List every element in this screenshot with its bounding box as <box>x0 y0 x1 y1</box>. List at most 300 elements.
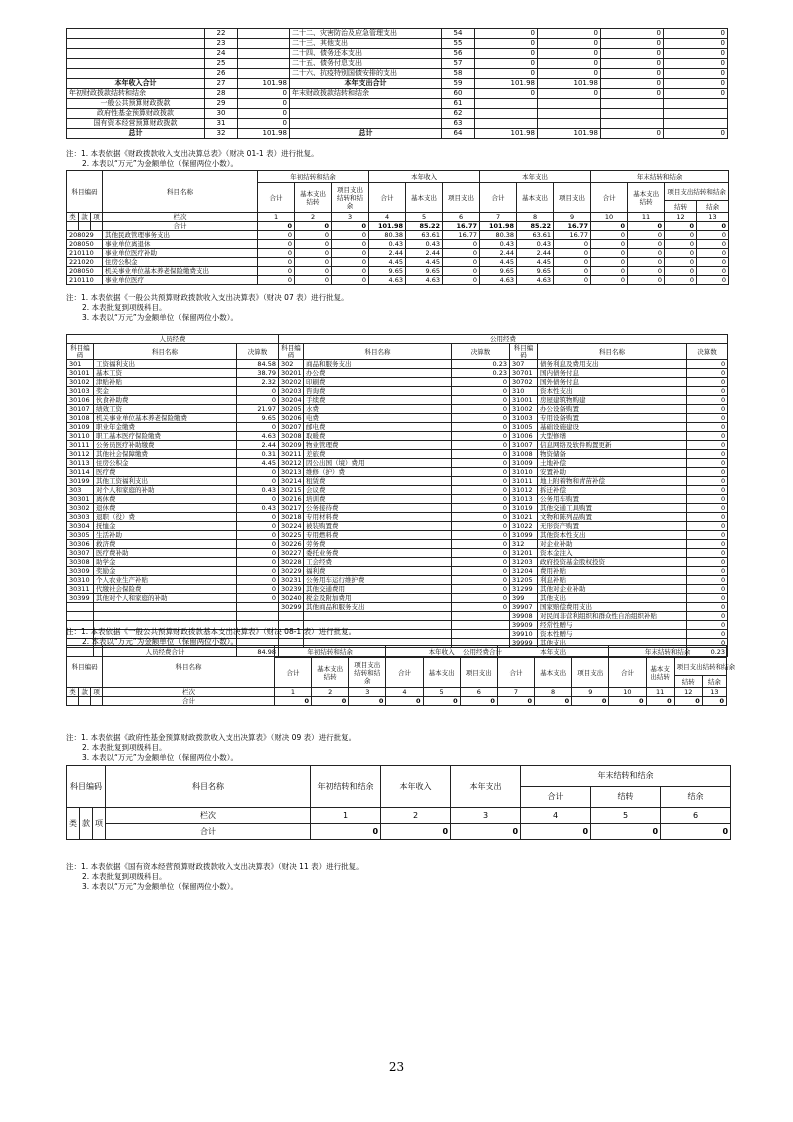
table-cell: 0 <box>628 267 665 276</box>
table-cell <box>67 612 94 621</box>
table-row <box>67 585 728 594</box>
table-cell: 国内债务付息 <box>538 369 687 378</box>
table-cell: 0 <box>538 89 601 99</box>
table-cell: 30113 <box>67 459 94 468</box>
table-cell: 0.43 <box>237 486 279 495</box>
table-cell: 二十六、抗疫特别国债安排的支出 <box>290 69 442 79</box>
col-number: 9 <box>554 213 591 222</box>
col-end-header: 年末结转和结余 <box>521 766 731 787</box>
table-cell: 0 <box>687 576 728 585</box>
table-cell <box>538 109 601 119</box>
table-cell: 总计 <box>67 129 205 139</box>
table-row <box>67 276 729 285</box>
table-cell <box>475 109 538 119</box>
col-amount-header: 决算数 <box>452 344 510 360</box>
table-cell: 0 <box>237 495 279 504</box>
table-cell: 0 <box>687 486 728 495</box>
total-cell: 85.22 <box>406 222 443 231</box>
table-cell: 0 <box>452 594 510 603</box>
table-cell: 30211 <box>279 450 304 459</box>
sub-header: 基本支出结转 <box>312 658 349 688</box>
col-name-header: 科目名称 <box>94 344 237 360</box>
table-cell: 0 <box>295 267 332 276</box>
table-cell: 30299 <box>279 603 304 612</box>
table-cell: 30215 <box>279 486 304 495</box>
table-cell: 0 <box>554 258 591 267</box>
table-cell: 55 <box>442 39 475 49</box>
table-cell <box>94 612 237 621</box>
col-code-header: 科目编码 <box>67 646 103 688</box>
xiang-header: 项 <box>91 213 103 222</box>
sub-header: 合计 <box>609 658 646 688</box>
table-cell: 30214 <box>279 477 304 486</box>
table-cell: 医疗费 <box>94 468 237 477</box>
note-line: 3. 本表以“万元”为金额单位（保留两位小数）。 <box>82 313 239 322</box>
note-line: 注：1. 本表依据《政府性基金预算财政拨款收入支出决算表》（财决 09 表）进行批复。 <box>66 733 357 742</box>
table4-notes <box>66 733 356 763</box>
table-cell: 0.43 <box>517 240 554 249</box>
col-number: 13 <box>697 213 729 222</box>
sub-header-surplus: 结余 <box>661 787 731 808</box>
total-cell: 0 <box>591 824 661 840</box>
table-cell: 0 <box>452 405 510 414</box>
table-row <box>67 558 728 567</box>
table-cell: 0 <box>443 276 480 285</box>
table-cell: 0 <box>628 249 665 258</box>
table-cell: 30228 <box>279 558 304 567</box>
table-cell: 0 <box>452 558 510 567</box>
table-cell: 0 <box>687 387 728 396</box>
table-cell: 24 <box>205 49 238 59</box>
page-number: 23 <box>388 1060 405 1074</box>
table-cell: 租赁费 <box>304 477 452 486</box>
total-cell: 0 <box>661 824 731 840</box>
table-cell: 0 <box>687 459 728 468</box>
public-header: 公用经费 <box>279 335 728 344</box>
table-cell: 80.38 <box>480 231 517 240</box>
table-cell: 代缴社会保险费 <box>94 585 237 594</box>
table-cell: 0 <box>687 630 728 639</box>
table-cell: 30229 <box>279 567 304 576</box>
table-cell: 30304 <box>67 522 94 531</box>
table-row <box>67 540 728 549</box>
total-cell: 0 <box>258 222 295 231</box>
col-number: 12 <box>665 213 697 222</box>
col-number: 2 <box>295 213 332 222</box>
table-cell: 31013 <box>510 495 538 504</box>
table-cell: 31006 <box>510 432 538 441</box>
table-cell: 30114 <box>67 468 94 477</box>
table-cell: 0 <box>452 378 510 387</box>
sub-header: 基本支出 <box>406 183 443 213</box>
table2-notes <box>66 293 349 323</box>
table-cell: 0 <box>664 89 728 99</box>
table-cell: 0 <box>601 69 664 79</box>
table-cell: 0 <box>687 540 728 549</box>
table-cell <box>238 39 290 49</box>
sub-header: 合计 <box>369 183 406 213</box>
lanci-label: 栏次 <box>106 808 311 824</box>
table-income-expense-summary <box>66 28 727 139</box>
col-number: 5 <box>406 213 443 222</box>
sub-header: 合计 <box>386 658 423 688</box>
table-cell: 303 <box>67 486 94 495</box>
table-cell: 38.79 <box>237 369 279 378</box>
table-cell: 0 <box>687 405 728 414</box>
sub-header: 基本支出 <box>517 183 554 213</box>
table-cell: 0 <box>687 531 728 540</box>
table-cell: 221020 <box>67 258 103 267</box>
table-row <box>67 576 728 585</box>
note-line: 3. 本表以“万元”为金额单位（保留两位小数）。 <box>82 753 239 762</box>
col-code-header: 科目编码 <box>67 766 106 808</box>
col-income-header: 本年收入 <box>369 171 480 183</box>
table-cell: 0 <box>687 360 728 369</box>
sub-header: 合计 <box>258 183 295 213</box>
table-cell: 本年支出合计 <box>290 79 442 89</box>
table-cell: 2.32 <box>237 378 279 387</box>
table-cell: 30305 <box>67 531 94 540</box>
table-cell: 9.65 <box>369 267 406 276</box>
table-cell: 资本性支出 <box>538 387 687 396</box>
table-cell: 0 <box>332 231 369 240</box>
table-cell: 30207 <box>279 423 304 432</box>
table-row <box>67 249 729 258</box>
col-number: 13 <box>702 688 726 697</box>
table-cell: 30109 <box>67 423 94 432</box>
table-cell: 0 <box>475 89 538 99</box>
table-cell: 0 <box>601 89 664 99</box>
table-cell: 0 <box>258 267 295 276</box>
table-cell: 0 <box>538 29 601 39</box>
table-row <box>67 231 729 240</box>
table-cell: 土地补偿 <box>538 459 687 468</box>
table-cell: 0 <box>452 531 510 540</box>
table-cell: 310 <box>510 387 538 396</box>
sub-header: 合计 <box>480 183 517 213</box>
col-number: 8 <box>517 213 554 222</box>
table-cell <box>538 119 601 129</box>
table-cell: 0 <box>687 567 728 576</box>
table-cell: 0 <box>665 267 697 276</box>
table-cell: 对个人和家庭的补助 <box>94 486 237 495</box>
sub-header: 结余 <box>697 201 729 213</box>
table-row <box>67 423 728 432</box>
table-cell: 101.98 <box>538 129 601 139</box>
table-row <box>67 504 728 513</box>
table-cell: 30224 <box>279 522 304 531</box>
table-row <box>67 59 728 69</box>
table-cell: 0 <box>601 39 664 49</box>
table-cell: 年初财政拨款结转和结余 <box>67 89 205 99</box>
total-cell: 101.98 <box>369 222 406 231</box>
table-cell: 4.63 <box>406 276 443 285</box>
table-cell: 会议费 <box>304 486 452 495</box>
table-row <box>67 495 728 504</box>
table-cell: 31099 <box>510 531 538 540</box>
table-cell: 0 <box>538 59 601 69</box>
table-cell: 一般公共预算财政拨款 <box>67 99 205 109</box>
sub-header: 项目支出结转和结余 <box>674 658 726 676</box>
table-cell <box>67 69 205 79</box>
xiang-header: 项 <box>93 808 106 840</box>
table-cell: 2.44 <box>517 249 554 258</box>
table-cell: 0 <box>452 540 510 549</box>
table-cell: 资本金注入 <box>538 549 687 558</box>
table-cell: 2.44 <box>480 249 517 258</box>
col-name-header: 科目名称 <box>538 344 687 360</box>
table-cell: 31019 <box>510 504 538 513</box>
table-cell <box>664 99 728 109</box>
table-cell: 31204 <box>510 567 538 576</box>
table-cell: 30231 <box>279 576 304 585</box>
table-cell: 被装购置费 <box>304 522 452 531</box>
table-cell: 30110 <box>67 432 94 441</box>
table-cell: 0 <box>452 504 510 513</box>
table3-notes <box>66 627 356 647</box>
table-cell: 0 <box>665 249 697 258</box>
table-cell: 0 <box>238 89 290 99</box>
note-line: 2. 本表以“万元”为金额单位（保留两位小数）。 <box>82 637 239 646</box>
col-amount-header: 决算数 <box>687 344 728 360</box>
table-cell: 安置补助 <box>538 468 687 477</box>
table-cell: 31007 <box>510 441 538 450</box>
table-cell: 0 <box>687 432 728 441</box>
table-cell: 31203 <box>510 558 538 567</box>
sub-header: 合计 <box>274 658 311 688</box>
table-cell: 水费 <box>304 405 452 414</box>
table-cell: 0 <box>332 267 369 276</box>
col-number: 5 <box>423 688 460 697</box>
table-cell: 0 <box>452 387 510 396</box>
table-cell: 事业单位医疗补助 <box>103 249 258 258</box>
table-cell: 30302 <box>67 504 94 513</box>
table-cell: 30218 <box>279 513 304 522</box>
table-cell: 文物和陈列品购置 <box>538 513 687 522</box>
table-cell: 30206 <box>279 414 304 423</box>
table-cell: 4.45 <box>406 258 443 267</box>
table-cell: 60 <box>442 89 475 99</box>
sub-header: 基本支出 <box>535 658 572 688</box>
table-cell: 0 <box>475 39 538 49</box>
total-cell: 0 <box>521 824 591 840</box>
table-cell: 国外债务付息 <box>538 378 687 387</box>
table-cell: 80.38 <box>369 231 406 240</box>
sub-header-carry: 结转 <box>591 787 661 808</box>
xiang-header: 项 <box>91 688 103 697</box>
table-cell: 31001 <box>510 396 538 405</box>
table-cell: 58 <box>442 69 475 79</box>
table-cell: 0 <box>591 231 628 240</box>
col-number: 9 <box>572 688 609 697</box>
table-cell: 0 <box>452 423 510 432</box>
table-cell: 专用燃料费 <box>304 531 452 540</box>
table-cell: 0 <box>628 231 665 240</box>
table-cell: 房屋建筑物购建 <box>538 396 687 405</box>
table-cell: 30102 <box>67 378 94 387</box>
table-row <box>67 49 728 59</box>
table-cell <box>238 69 290 79</box>
table-cell: 0 <box>601 79 664 89</box>
table-cell: 住房公积金 <box>103 258 258 267</box>
table-cell: 39907 <box>510 603 538 612</box>
table-cell: 0 <box>332 249 369 258</box>
col-init-header: 年初结转和结余 <box>274 646 385 658</box>
total-cell: 0 <box>674 697 702 706</box>
table-cell: 0 <box>601 49 664 59</box>
table-cell: 拆迁补偿 <box>538 486 687 495</box>
table-row <box>67 531 728 540</box>
table-cell: 二十二、灾害防治及应急管理支出 <box>290 29 442 39</box>
table-cell: 31012 <box>510 486 538 495</box>
table-cell: 30205 <box>279 405 304 414</box>
table-cell: 39909 <box>510 621 538 630</box>
table-cell: 0 <box>452 576 510 585</box>
table-cell: 31003 <box>510 414 538 423</box>
table-cell: 0 <box>687 468 728 477</box>
table-cell: 30239 <box>279 585 304 594</box>
table-cell: 30309 <box>67 567 94 576</box>
col-number: 6 <box>460 688 497 697</box>
table-cell <box>290 109 442 119</box>
table-cell: 84.58 <box>237 360 279 369</box>
total-cell: 0 <box>665 222 697 231</box>
table-cell: 离休费 <box>94 495 237 504</box>
table-row <box>67 39 728 49</box>
table-row <box>67 432 728 441</box>
table-cell: 其他支出 <box>538 639 687 648</box>
table-row <box>67 549 728 558</box>
total-cell: 0 <box>274 697 311 706</box>
table-cell: 30225 <box>279 531 304 540</box>
table-cell: 30204 <box>279 396 304 405</box>
table-cell: 101.98 <box>238 129 290 139</box>
table-cell: 30 <box>205 109 238 119</box>
table-cell: 0 <box>697 258 729 267</box>
table-cell: 208050 <box>67 267 103 276</box>
table-cell: 0 <box>452 495 510 504</box>
table-cell: 0 <box>664 39 728 49</box>
col-number: 1 <box>274 688 311 697</box>
total-cell: 0 <box>572 697 609 706</box>
table-cell: 其他社会保障缴费 <box>94 450 237 459</box>
table-cell: 307 <box>510 360 538 369</box>
table-cell: 30199 <box>67 477 94 486</box>
table-cell: 基本工资 <box>94 369 237 378</box>
table-cell <box>475 119 538 129</box>
table-cell: 0 <box>452 522 510 531</box>
table-cell: 9.65 <box>480 267 517 276</box>
table-cell: 0 <box>258 258 295 267</box>
table-cell: 0 <box>475 29 538 39</box>
table-cell: 奖励金 <box>94 567 237 576</box>
table-cell: 0.23 <box>452 360 510 369</box>
table-cell: 物资储备 <box>538 450 687 459</box>
table-cell: 0 <box>591 276 628 285</box>
sub-header: 结余 <box>702 676 726 688</box>
table-cell: 0 <box>452 477 510 486</box>
table-cell: 退休费 <box>94 504 237 513</box>
table-cell: 经常性赠与 <box>538 621 687 630</box>
table-cell: 公务用车购置 <box>538 495 687 504</box>
table-cell: 2.44 <box>369 249 406 258</box>
table-cell: 2.44 <box>406 249 443 258</box>
table-cell: 0 <box>628 258 665 267</box>
table-cell: 0.43 <box>406 240 443 249</box>
table-cell: 0 <box>443 267 480 276</box>
table-cell <box>290 99 442 109</box>
note-line: 注：1. 本表依据《财政拨款收入支出决算总表》（财决 01-1 表）进行批复。 <box>66 149 319 158</box>
table-cell: 0 <box>687 585 728 594</box>
table-cell: 商品和服务支出 <box>304 360 452 369</box>
total-cell: 0 <box>381 824 451 840</box>
total-cell: 16.77 <box>443 222 480 231</box>
col-number: 2 <box>381 808 451 824</box>
table-row <box>67 267 729 276</box>
table-row <box>67 612 728 621</box>
sub-header: 项目支出结转和结余 <box>665 183 729 201</box>
table-cell: 31021 <box>510 513 538 522</box>
table-cell: 0 <box>687 369 728 378</box>
table-cell: 抚恤金 <box>94 522 237 531</box>
table-cell: 4.45 <box>369 258 406 267</box>
note-line: 注：1. 本表依据《一般公共预算财政拨款基本支出决算表》（财决 08-1 表）进行批复。 <box>66 627 357 636</box>
table-cell: 0 <box>237 558 279 567</box>
total-cell: 0 <box>591 222 628 231</box>
table-cell: 0 <box>687 423 728 432</box>
table-cell: 0 <box>452 459 510 468</box>
table-row <box>67 89 728 99</box>
sub-header: 项目支出 <box>554 183 591 213</box>
col-number: 6 <box>661 808 731 824</box>
total-cell: 0 <box>646 697 674 706</box>
table-cell: 101.98 <box>238 79 290 89</box>
col-amount-header: 决算数 <box>237 344 279 360</box>
table-cell <box>601 109 664 119</box>
table-cell <box>238 29 290 39</box>
public-total: 0.23 <box>687 648 728 657</box>
note-line: 注：1. 本表依据《国有资本经营预算财政拨款收入支出决算表》（财决 11 表）进行批复。 <box>66 862 364 871</box>
total-cell: 0 <box>628 222 665 231</box>
table-cell: 大型修缮 <box>538 432 687 441</box>
note-line: 注：1. 本表依据《一般公共预算财政拨款收入支出决算表》（财决 07 表）进行批复。 <box>66 293 349 302</box>
table-cell: 0.43 <box>237 504 279 513</box>
table-cell: 0 <box>554 276 591 285</box>
table-cell: 地上附着物和青苗补偿 <box>538 477 687 486</box>
col-number: 3 <box>332 213 369 222</box>
table-cell: 31008 <box>510 450 538 459</box>
col-number: 4 <box>386 688 423 697</box>
table-cell: 0 <box>452 486 510 495</box>
table-cell: 21.97 <box>237 405 279 414</box>
table-cell: 0 <box>332 276 369 285</box>
table-cell: 工会经费 <box>304 558 452 567</box>
table-cell: 62 <box>442 109 475 119</box>
table-row <box>67 567 728 576</box>
sub-header-total: 合计 <box>521 787 591 808</box>
table-cell: 0 <box>697 267 729 276</box>
table-cell: 31299 <box>510 585 538 594</box>
table-cell: 0 <box>452 396 510 405</box>
table-cell: 其他交通费用 <box>304 585 452 594</box>
col-number: 4 <box>521 808 591 824</box>
col-number: 7 <box>480 213 517 222</box>
col-code-header: 科目编码 <box>67 344 94 360</box>
table-cell: 0 <box>664 79 728 89</box>
total-cell: 0 <box>349 697 386 706</box>
table-cell: 年末财政拨款结转和结余 <box>290 89 442 99</box>
table-cell: 0 <box>237 594 279 603</box>
